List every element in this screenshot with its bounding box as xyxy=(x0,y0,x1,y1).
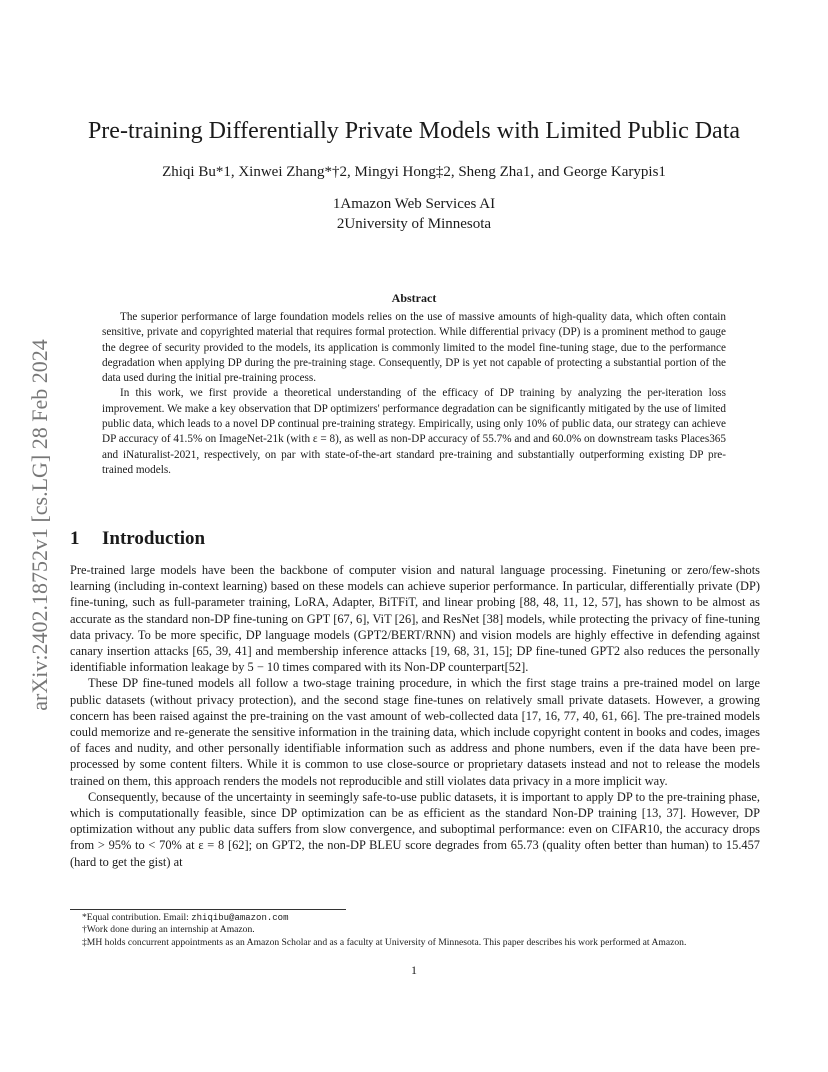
section-number: 1 xyxy=(70,528,80,549)
footnote-text: *Equal contribution. Email: xyxy=(82,912,192,923)
footnotes xyxy=(70,912,760,949)
affiliation-1: 1Amazon Web Services AI xyxy=(332,196,496,212)
author-list: Zhiqi Bu*1, Xinwei Zhang*†2, Mingyi Hong‡2, Sheng Zha1, and George Karypis1 xyxy=(162,164,666,180)
abstract-paragraph: In this work, we first provide a theoretical understanding of the efficacy of DP training by analyzing the per-iteration loss improvement. We make a key observation that DP optimizers' performance degradation can be significantly mitigated by the use of limited public data, which leads to a novel DP continual pre-training strategy. Empirically, using only 10% of public data, our strategy can achieve DP accuracy of 41.5% on ImageNet-21k (with ε = 8), as well as non-DP accuracy of 55.7% and and 60.0% on downstream tasks Places365 and iNaturalist-2021, respectively, on par with state-of-the-art standard pre-training and substantially outperforming existing DP pre-trained models. xyxy=(102,387,726,476)
abstract-body xyxy=(102,310,726,478)
footnote-affiliation-note: ‡MH holds concurrent appointments as an Amazon Scholar and as a faculty at University of Minnesota. This paper describes his work performed at Amazon. xyxy=(82,936,687,948)
footnote-equal-contribution xyxy=(70,912,760,924)
introduction-body xyxy=(70,562,760,870)
footnote-internship: †Work done during an internship at Amazon. xyxy=(82,924,255,936)
body-paragraph: These DP fine-tuned models all follow a two-stage training procedure, in which the first stage trains a pre-trained model on large public datasets (without privacy protection), and the second stage fine-tunes on relatively small private datasets. However, a growing concern has been raised against the pre-training on the vast amount of web-collected data [17, 16, 77, 40, 61, 66]. The pre-trained models could memorize and re-generate the sensitive information in the training data, which include copyright content in books and codes, images of faces and nudity, and other personally identifiable information such as address and phone numbers, even if the data have been pre-processed by some content filters. While it is common to use close-source or proprietary datasets instead and not to release the models trained on them, this approach renders the models not reproducible and still violates data privacy in a more implicit way. xyxy=(70,676,760,788)
body-paragraph: Consequently, because of the uncertainty in seemingly safe-to-use public datasets, it is important to apply DP to the pre-training phase, which is computationally feasible, since DP optimization can be as efficient as the standard Non-DP training [13, 37]. However, DP optimization without any public data suffers from slow convergence, and suboptimal performance: even on CIFAR10, the accuracy drops from > 95% to < 70% at ε = 8 [62]; on GPT2, the non-DP BLEU score degrades from 65.73 (quality often better than human) to 15.457 (hard to get the gist) at xyxy=(70,789,760,869)
section-title: Introduction xyxy=(102,528,206,549)
arxiv-identifier xyxy=(20,290,60,760)
page-number: 1 xyxy=(411,963,417,977)
footnote-rule xyxy=(70,909,346,910)
section-heading xyxy=(70,528,205,550)
paper-title: Pre-training Differentially Private Models with Limited Public Data xyxy=(87,118,741,144)
body-paragraph: Pre-trained large models have been the backbone of computer vision and natural language processing. Finetuning or zero/few-shots learning (including in-context learning) based on these models can achieve superior performance. In particular, differentially private (DP) fine-tuning, such as full-parameter training, LoRA, Adapter, BiTFiT, and linear probing [88, 48, 11, 12, 57], has shown to be almost as accurate as the standard non-DP fine-tuning on GPT [67, 6], ViT [26], and ResNet [38] models, while protecting the privacy of fine-tuning data privacy. To be more specific, DP language models (GPT2/BERT/RNN) and vision models are highly effective in defending against canary insertion attacks [65, 39, 41] and membership inference attacks [19, 68, 31, 15]; DP fine-tuned GPT2 also reduces the personally identifiable information leakage by 5 − 10 times compared with its Non-DP counterpart[52]. xyxy=(70,563,760,675)
abstract-paragraph: The superior performance of large foundation models relies on the use of massive amounts of high-quality data, which often contain sensitive, private and copyrighted material that requires formal protection. While differential privacy (DP) is a prominent method to gauge the degree of security provided to the models, its application is commonly limited to the model fine-tuning stage, due to the performance degradation when applying DP during the pre-training stage. Consequently, DP is yet not capable of protecting a substantial portion of the data used during the initial pre-training process. xyxy=(102,311,726,385)
contact-email[interactable]: zhiqibu@amazon.com xyxy=(191,913,289,923)
affiliation-2: 2University of Minnesota xyxy=(336,216,492,232)
abstract-heading: Abstract xyxy=(391,291,437,305)
arxiv-identifier-text: arXiv:2402.18752v1 [cs.LG] 28 Feb 2024 xyxy=(27,339,52,711)
